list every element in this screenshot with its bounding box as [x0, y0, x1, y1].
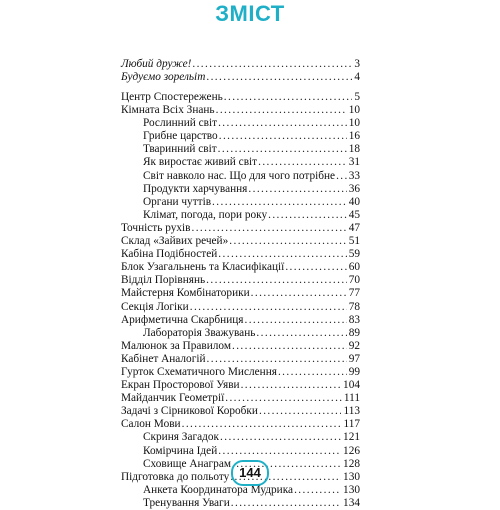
toc-entry-title: Склад «Зайвих речей»: [121, 235, 229, 248]
dot-leader: [259, 405, 342, 418]
toc-entry-page: 104: [343, 379, 360, 392]
toc-entry-page: 40: [348, 195, 360, 208]
toc-entry: [121, 104, 360, 117]
dot-leader: [256, 327, 346, 340]
toc-entry: [121, 117, 360, 130]
dot-leader: [206, 274, 347, 287]
toc-entry-title: Відділ Порівнянь: [121, 274, 206, 287]
dot-leader: [268, 209, 347, 222]
toc-entry-page: 130: [343, 470, 360, 483]
toc-entry-title: Будуємо зорельіт: [121, 71, 206, 84]
toc-entry: [121, 261, 360, 274]
page-number-container: [0, 457, 500, 486]
dot-leader: [218, 445, 341, 458]
dot-leader: [192, 58, 352, 71]
dot-leader: [218, 248, 346, 261]
toc-entry-title: Точність рухів: [121, 221, 191, 234]
dot-leader: [278, 366, 347, 379]
toc-entry-title: Кабіна Подібностей: [121, 248, 218, 261]
toc-entry-title: Грибне царство: [143, 130, 218, 143]
dot-leader: [216, 104, 347, 117]
toc-entry: [121, 143, 360, 156]
toc-entry-page: 78: [348, 300, 360, 313]
toc-entry: [121, 209, 360, 222]
toc-entry-title: Кімната Всіх Знань: [121, 104, 215, 117]
toc-entry: [121, 314, 360, 327]
dot-leader: [190, 301, 347, 314]
toc-entry-title: Як виростає живий світ: [143, 156, 258, 169]
toc-entry: [121, 287, 360, 300]
toc-entry-page: 121: [343, 431, 360, 444]
toc-entry-page: 117: [343, 418, 360, 431]
toc-entry-title: Центр Спостережень: [121, 91, 223, 103]
toc-entry-title: Екран Просторової Уяви: [121, 379, 240, 392]
toc-entry-title: Продукти харчування: [143, 182, 248, 195]
toc-entry-page: 113: [343, 405, 360, 418]
toc-entry: [121, 340, 360, 353]
dot-leader: [207, 353, 347, 366]
toc-entry: [121, 183, 360, 196]
dot-leader: [206, 71, 352, 84]
toc-entry: [121, 497, 360, 510]
toc-entry-page: 130: [343, 483, 360, 496]
toc-entry-page: 59: [348, 248, 360, 261]
dot-leader: [285, 261, 346, 274]
page-number-badge: 144: [231, 460, 269, 486]
toc-entry-title: Любий друже!: [121, 58, 192, 70]
toc-entry-title: Тваринний світ: [143, 143, 217, 156]
toc-entry-page: 128: [343, 457, 360, 470]
toc-entry-title: Сховище Анаграм: [143, 457, 231, 470]
toc-entry-title: Задачі з Сірникової Коробки: [121, 405, 258, 418]
toc-entry-page: 47: [348, 221, 360, 234]
dot-leader: [224, 91, 353, 104]
dot-leader: [191, 222, 346, 235]
toc-entry-title: Клімат, погода, пори року: [143, 208, 268, 221]
toc-intro: [121, 58, 360, 84]
dot-leader: [225, 392, 342, 405]
toc-entry-page: 36: [348, 182, 360, 195]
toc-entry-page: 51: [348, 235, 360, 248]
toc-entry-page: 4: [354, 71, 360, 84]
toc-entry-title: Майданчик Геометрії: [121, 392, 225, 405]
toc-entry: [121, 445, 360, 458]
dot-leader: [220, 431, 341, 444]
toc-entry: [121, 353, 360, 366]
dot-leader: [219, 130, 347, 143]
toc-entry: [121, 248, 360, 261]
toc-entry-page: 60: [348, 261, 360, 274]
toc-entry-title: Тренування Уваги: [143, 496, 230, 509]
dot-leader: [212, 196, 347, 209]
toc-entry: [121, 156, 360, 169]
dot-leader: [251, 287, 347, 300]
toc-entry-title: Кабінет Аналогій: [121, 352, 206, 365]
toc-entry: [121, 405, 360, 418]
toc-entry-page: 16: [348, 130, 360, 143]
toc-entry: [121, 71, 360, 84]
toc-entry: [121, 418, 360, 431]
toc-entry-title: Арифметична Скарбниця: [121, 313, 244, 326]
toc-entry-title: Майстерня Комбінаторики: [121, 287, 250, 300]
toc-entry-page: 45: [348, 208, 360, 221]
toc-entry-page: 89: [348, 326, 360, 339]
page-title: ЗМІСТ: [215, 1, 285, 26]
toc-entry: [121, 274, 360, 287]
dot-leader: [244, 314, 346, 327]
toc-entry-page: 31: [348, 156, 360, 169]
toc-entry: [121, 366, 360, 379]
dot-leader: [218, 143, 347, 156]
toc-entry-page: 70: [348, 274, 360, 287]
toc-entry-title: Салон Мови: [121, 418, 181, 431]
toc-entry: [121, 222, 360, 235]
toc-entry-page: 92: [348, 339, 360, 352]
dot-leader: [218, 117, 347, 130]
dot-leader: [258, 156, 347, 169]
toc-body: [121, 91, 360, 510]
dot-leader: [231, 497, 341, 510]
toc-entry-page: 10: [348, 104, 360, 117]
toc-entry: [121, 196, 360, 209]
toc-entry-page: 97: [348, 352, 360, 365]
toc-entry-title: Секція Логіки: [121, 300, 189, 313]
toc-entry-page: 83: [348, 313, 360, 326]
toc-entry-page: 33: [348, 169, 360, 182]
toc-entry-title: Гурток Схематичного Мислення: [121, 365, 277, 378]
toc-entry: [121, 170, 360, 183]
toc-entry: [121, 379, 360, 392]
toc-entry: [121, 301, 360, 314]
toc-entry-title: Скриня Загадок: [143, 431, 219, 444]
toc-entry-title: Органи чуттів: [143, 195, 212, 208]
dot-leader: [182, 418, 342, 431]
toc-entry: [121, 392, 360, 405]
toc-entry-title: Лабораторія Зважувань: [143, 326, 256, 339]
toc-entry-page: 18: [348, 143, 360, 156]
dot-leader: [241, 379, 341, 392]
toc-entry-title: Комірчина Ідей: [143, 444, 218, 457]
toc-entry-page: 77: [348, 287, 360, 300]
toc-entry-title: Анкета Координатора Мудрика: [143, 483, 294, 496]
toc-entry-page: 126: [343, 444, 360, 457]
toc-entry-page: 134: [343, 496, 360, 509]
toc-entry-title: Малюнок за Правилом: [121, 339, 231, 352]
toc-entry: [121, 431, 360, 444]
dot-leader: [229, 235, 346, 248]
toc-entry-title: Рослинний світ: [143, 117, 218, 130]
toc-entry-title: Світ навколо нас. Що для чого потрібне: [143, 169, 336, 182]
toc-entry-page: 111: [343, 392, 360, 405]
toc-entry: [121, 91, 360, 104]
toc-entry: [121, 58, 360, 71]
toc-entry-title: Блок Узагальнень та Класифікації: [121, 261, 285, 274]
dot-leader: [248, 183, 346, 196]
toc-entry-page: 99: [348, 365, 360, 378]
toc-entry-page: 3: [354, 58, 360, 70]
dot-leader: [336, 170, 347, 183]
toc-entry-page: 10: [348, 117, 360, 130]
toc-entry-title: Підготовка до польоту: [121, 470, 230, 483]
toc-entry: [121, 130, 360, 143]
toc-entry-page: 5: [354, 91, 360, 103]
dot-leader: [232, 340, 347, 353]
toc-entry: [121, 327, 360, 340]
toc-entry: [121, 235, 360, 248]
